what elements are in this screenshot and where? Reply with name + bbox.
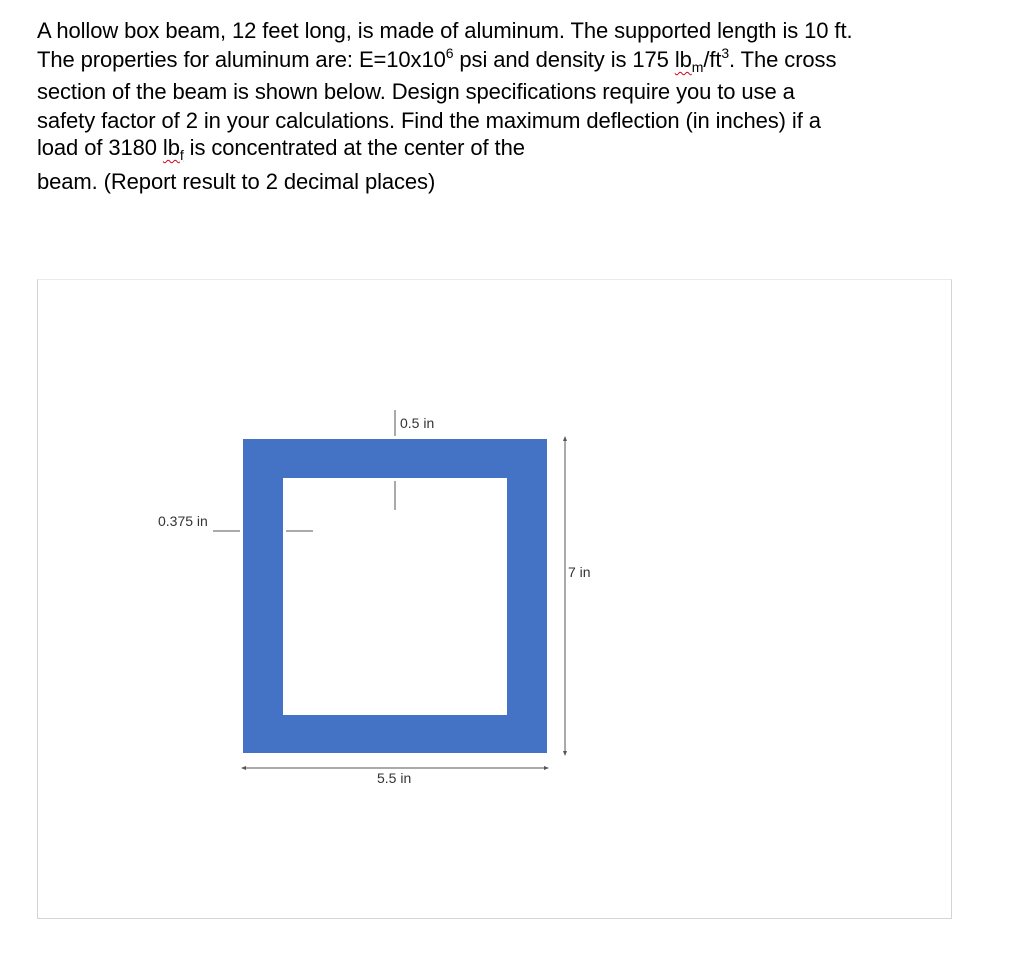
problem-text: A hollow box beam, 12 feet long, is made of aluminum. The supported length is 10 ft.: [37, 18, 853, 43]
exponent: 6: [445, 45, 454, 61]
label-width: 5.5 in: [377, 770, 412, 786]
problem-text: section of the beam is shown below. Design specifications require you to use a: [37, 79, 795, 104]
problem-text: safety factor of 2 in your calculations. Find the maximum deflection (in inches) if a: [37, 108, 821, 133]
width-arrow-right: [544, 766, 549, 770]
problem-text: The properties for aluminum are: E=10x10: [37, 47, 446, 72]
problem-text: beam. (Report result to 2 decimal places): [37, 169, 436, 194]
label-height: 7 in: [568, 564, 591, 580]
width-arrow-left: [241, 766, 246, 770]
problem-text: . The cross: [729, 47, 837, 72]
problem-text: load of 3180: [37, 135, 163, 160]
problem-text: is concentrated at the center of the: [183, 135, 525, 160]
unit-text: lb: [162, 135, 180, 160]
label-top-thickness: 0.5 in: [400, 415, 435, 431]
height-arrow-bottom: [563, 751, 567, 756]
unit-subscript: f: [179, 147, 184, 163]
unit-text: /ft: [703, 47, 722, 72]
problem-text: psi and density is 175: [453, 47, 675, 72]
unit-text: lb: [674, 47, 692, 72]
label-side-thickness: 0.375 in: [158, 513, 208, 529]
exponent: 3: [721, 45, 730, 61]
unit-subscript: m: [691, 59, 704, 75]
beam-hollow-interior: [283, 478, 507, 715]
height-arrow-top: [563, 436, 567, 441]
